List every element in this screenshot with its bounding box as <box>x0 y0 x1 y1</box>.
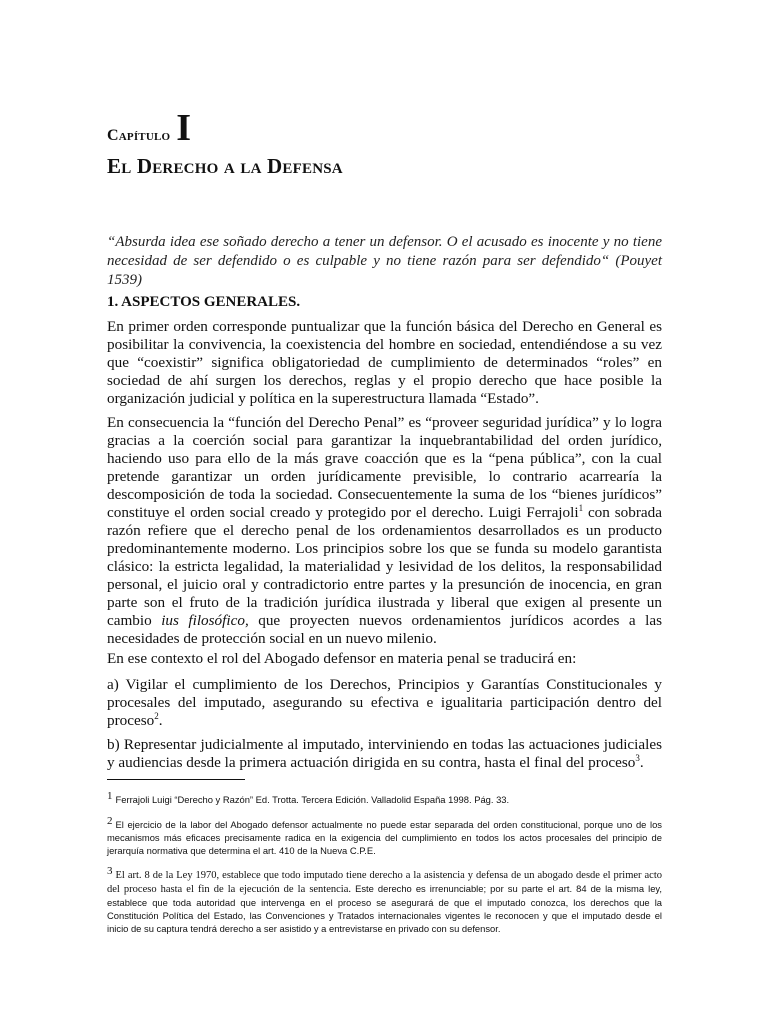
footnote-3 <box>107 864 663 935</box>
paragraph-role-b <box>107 736 662 772</box>
footnote-divider <box>107 779 245 780</box>
footnote-text-serif: El art. 8 de la Ley 1970, establece que todo imputado tiene derecho a la asistencia y defensa de un abogado desde el primer acto del proceso hasta el fin de la ejecución de la sentencia. <box>107 870 662 895</box>
paragraph-text: con sobrada razón refiere que el derecho penal de los ordenamientos desarrollados es un producto predominantemente moderno. Los principios sobre los que se funda su modelo garantista clásico: la estricta legalidad, la materialidad y lesividad de los delitos, la responsabilidad personal, el juicio oral y contradictorio entre partes y la presunción de inocencia, en gran parte son el fruto de la tradición jurídica ilustrada y liberal que exigen al presente un cambio <box>107 504 662 629</box>
paragraph-text: a) Vigilar el cumplimiento de los Derechos, Principios y Garantías Constitucionales y procesales del imputado, asegurando su efectiva e igualitaria participación dentro del proceso <box>107 676 662 729</box>
italic-term: ius filosófico <box>161 612 245 629</box>
chapter-label: Capítulo <box>107 127 171 144</box>
section-heading: 1. ASPECTOS GENERALES. <box>107 294 301 310</box>
footnote-text: El ejercicio de la labor del Abogado defensor actualmente no puede estar separada del orden constitucional, porque uno de los mecanismos más eficaces precisamente radica en la exigencia del cumplimiento en todos los actos procesales del principio de jerarquía normativa que determina el art. 410 de la Nueva C.P.E. <box>107 819 662 856</box>
paragraph-text: , que proyecten nuevos ordenamientos jurídicos acordes a las necesidades de protección social en un nuevo milenio. <box>107 612 662 647</box>
paragraph-function-of-law: En primer orden corresponde puntualizar que la función básica del Derecho en General es posibilitar la convivencia, la coexistencia del hombre en sociedad, entendiéndose a su vez que “coexistir” significa obligatoriedad de cumplimiento de determinados “roles” en sociedad de ahí surgen los derechos, reglas y el propio derecho que hace posible la organización judicial y política en la superestructura llamada “Estado”. <box>107 318 662 407</box>
footnote-number: 2 <box>107 814 113 827</box>
paragraph-text: . <box>158 712 163 729</box>
chapter-number: I <box>176 107 192 149</box>
footnote-number: 1 <box>107 789 113 802</box>
paragraph-role-a <box>107 676 662 730</box>
paragraph-text: b) Representar judicialmente al imputado, interviniendo en todas las actuaciones judiciales y audiencias desde la primera actuación dirigida en su contra, hasta el final del proceso <box>107 736 662 771</box>
footnote-2 <box>107 814 662 857</box>
chapter-heading <box>107 106 191 150</box>
paragraph-text: En consecuencia la “función del Derecho Penal” es “proveer seguridad jurídica” y lo logra gracias a la coerción social para garantizar la inquebrantabilidad del orden jurídico, haciendo uso para ello de la más grave coacción que es la “pena pública”, con la cual pretende garantizar un orden jurídicamente previsible, lo contrario acarrearía la descomposición de toda la sociedad. Consecuentemente la suma de los “bienes jurídicos” constituye el orden social creado y protegido por el derecho. Luigi Ferrajoli <box>107 414 662 521</box>
chapter-title: El Derecho a la Defensa <box>107 154 343 178</box>
epigraph-citation: (Pouyet 1539) <box>107 253 662 288</box>
epigraph-quote: “Absurda idea ese soñado derecho a tener un defensor. O el acusado es inocente y no tiene necesidad de ser defendido o es culpable y no tiene razón para ser defendido“ <box>107 234 662 269</box>
footnote-ref-3[interactable]: 3 <box>635 752 640 763</box>
epigraph <box>107 233 662 290</box>
footnote-text: Este derecho es irrenunciable; por su parte el art. 84 de la misma ley, establece que toda autoridad que intervenga en el proceso se asegurará de que el imputado conozca, los derechos que la Constitución Política del Estado, las Convenciones y Tratados internacionales vigentes le reconocen y que el imputado desde el inicio de su captura tendrá derecho a ser asistido y a entrevistarse en privado con su defensor. <box>107 883 663 934</box>
paragraph-text: . <box>639 754 644 771</box>
paragraph-criminal-law <box>107 414 662 648</box>
footnote-text: Ferrajoli Luigi “Derecho y Razón” Ed. Trotta. Tercera Edición. Valladolid España 1998. Pág. 33. <box>115 794 510 805</box>
footnote-number: 3 <box>107 864 113 877</box>
footnote-ref-2[interactable]: 2 <box>154 710 159 721</box>
paragraph-defender-role-intro: En ese contexto el rol del Abogado defensor en materia penal se traducirá en: <box>107 650 577 667</box>
footnote-1 <box>107 789 662 806</box>
footnote-ref-1[interactable]: 1 <box>578 502 584 513</box>
